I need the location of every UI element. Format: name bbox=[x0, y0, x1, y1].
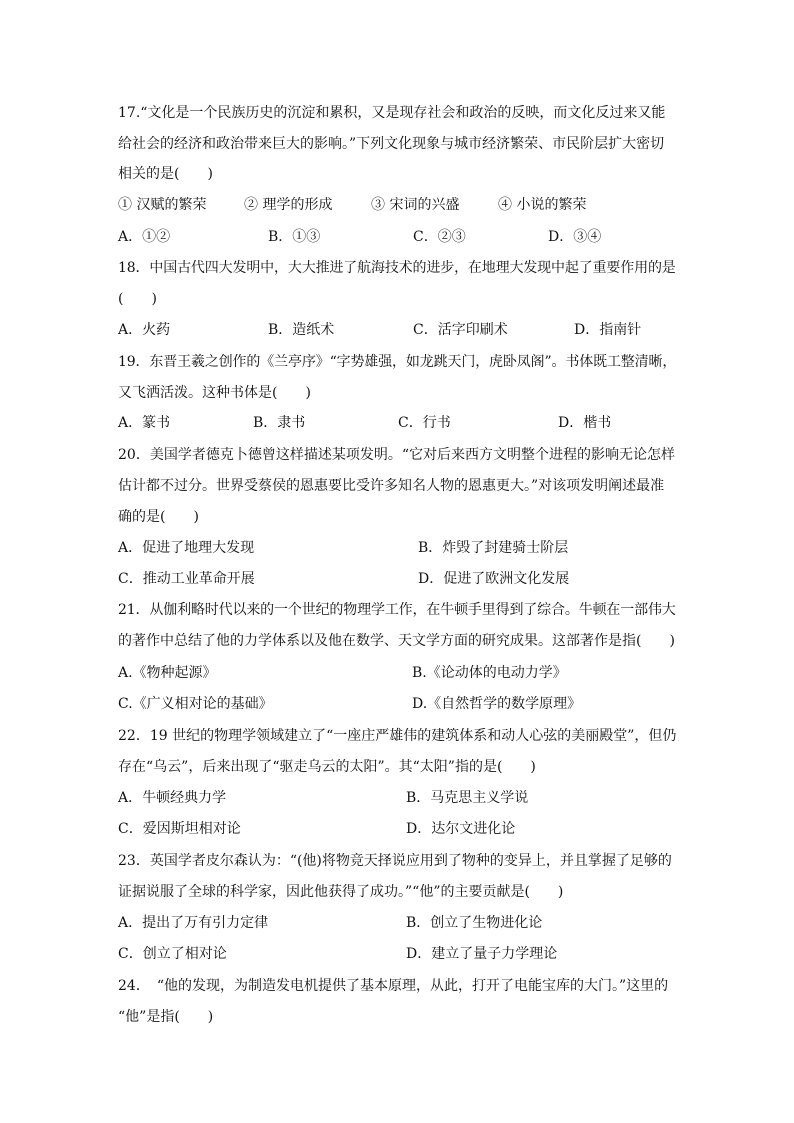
option-b: B．炸毁了封建骑士阶层 bbox=[418, 540, 569, 556]
item-2: ② 理学的形成 bbox=[244, 197, 333, 213]
option-c: C．②③ bbox=[413, 229, 466, 245]
question-17-line-1: 17.“文化是一个民族历史的沉淀和累积，又是现存社会和政治的反映，而文化反过来又能 bbox=[118, 105, 666, 121]
question-23-line-2: 证据说服了全球的科学家，因此他获得了成功。”“他”的主要贡献是( ) bbox=[118, 884, 564, 900]
question-20-line-1: 20．美国学者德克卜德曾这样描述某项发明。“它对后来西方文明整个进程的影响无论怎样 bbox=[118, 447, 675, 463]
option-d: D．促进了欧洲文化发展 bbox=[418, 571, 570, 587]
option-a: A．火药 bbox=[118, 322, 171, 338]
question-23-line-1: 23．英国学者皮尔森认为：“(他)将物竞天择说应用到了物种的变异上，并且掌握了足够的 bbox=[118, 853, 672, 869]
option-c: C．爱因斯坦相对论 bbox=[118, 821, 241, 837]
option-d: D．指南针 bbox=[574, 322, 642, 338]
option-b: B．马克思主义学说 bbox=[406, 790, 529, 806]
question-21-options-row-2 bbox=[118, 695, 718, 713]
question-21-line-1: 21．从伽利略时代以来的一个世纪的物理学工作，在牛顿手里得到了综合。牛顿在一部伟大 bbox=[118, 602, 676, 618]
option-c: C．创立了相对论 bbox=[118, 946, 227, 962]
question-21-line-2: 的著作中总结了他的力学体系以及他在数学、天文学方面的研究成果。这部著作是指( ) bbox=[118, 633, 675, 649]
option-a: A．①② bbox=[118, 229, 171, 245]
option-c: C.《广义相对论的基础》 bbox=[118, 696, 273, 712]
question-23-options-row-2 bbox=[118, 945, 718, 963]
option-d: D.《自然哲学的数学原理》 bbox=[412, 696, 582, 712]
question-24-line-2: “他”是指( ) bbox=[118, 1009, 214, 1025]
question-22-line-1: 22．19 世纪的物理学领域建立了“一座庄严雄伟的建筑体系和动人心弦的美丽殿堂”，但仍 bbox=[118, 728, 677, 744]
question-24-line-1: 24． “他的发现，为制造发电机提供了基本原理，从此，打开了电能宝库的大门。”这里的 bbox=[118, 978, 669, 994]
option-b: B．造纸术 bbox=[268, 322, 335, 338]
option-d: D．楷书 bbox=[558, 415, 612, 431]
question-21-options-row-1 bbox=[118, 664, 718, 682]
option-b: B．隶书 bbox=[253, 415, 306, 431]
question-17-line-3: 相关的是( ) bbox=[118, 166, 213, 182]
question-20-line-3: 确的是( ) bbox=[118, 509, 199, 525]
question-22-options-row-1 bbox=[118, 789, 718, 807]
option-b: B．①③ bbox=[268, 229, 321, 245]
option-c: C．行书 bbox=[398, 415, 451, 431]
question-17-line-2: 给社会的经济和政治带来巨大的影响。”下列文化现象与城市经济繁荣、市民阶层扩大密切 bbox=[118, 136, 665, 152]
item-1: ① 汉赋的繁荣 bbox=[118, 197, 207, 213]
question-20-options-row-2 bbox=[118, 570, 718, 588]
question-19-line-2: 又飞洒活泼。这种书体是( ) bbox=[118, 385, 311, 401]
option-c: C．推动工业革命开展 bbox=[118, 571, 255, 587]
question-23-options-row-1 bbox=[118, 914, 718, 932]
option-d: D．建立了量子力学理论 bbox=[406, 946, 558, 962]
option-b: B.《论动体的电动力学》 bbox=[412, 665, 567, 681]
option-d: D．③④ bbox=[548, 229, 602, 245]
item-4: ④ 小说的繁荣 bbox=[498, 197, 587, 213]
question-20-line-2: 估计都不过分。世界受蔡侯的恩惠要比受许多知名人物的恩惠更大。”对该项发明阐述最准 bbox=[118, 478, 665, 494]
question-20-options-row-1 bbox=[118, 539, 718, 557]
question-19-line-1: 19．东晋王羲之创作的《兰亭序》“字势雄强，如龙跳天门，虎卧凤阁”。书体既工整清晰， bbox=[118, 354, 677, 370]
question-17-items bbox=[118, 196, 718, 214]
question-17-options bbox=[118, 228, 718, 246]
option-a: A．牛顿经典力学 bbox=[118, 790, 227, 806]
option-a: A．促进了地理大发现 bbox=[118, 540, 255, 556]
item-3: ③ 宋词的兴盛 bbox=[371, 197, 460, 213]
option-a: A.《物种起源》 bbox=[118, 665, 217, 681]
question-22-line-2: 存在“乌云”，后来出现了“驱走乌云的太阳”。其“太阳”指的是( ) bbox=[118, 759, 536, 775]
question-18-line-2: ( ) bbox=[118, 291, 157, 307]
option-d: D．达尔文进化论 bbox=[406, 821, 516, 837]
option-a: A．篆书 bbox=[118, 415, 171, 431]
option-c: C．活字印刷术 bbox=[413, 322, 508, 338]
question-18-options bbox=[118, 321, 718, 339]
question-19-options bbox=[118, 414, 718, 432]
question-18-line-1: 18．中国古代四大发明中，大大推进了航海技术的进步，在地理大发现中起了重要作用的是 bbox=[118, 260, 676, 276]
option-b: B．创立了生物进化论 bbox=[406, 915, 543, 931]
option-a: A．提出了万有引力定律 bbox=[118, 915, 269, 931]
question-22-options-row-2 bbox=[118, 820, 718, 838]
